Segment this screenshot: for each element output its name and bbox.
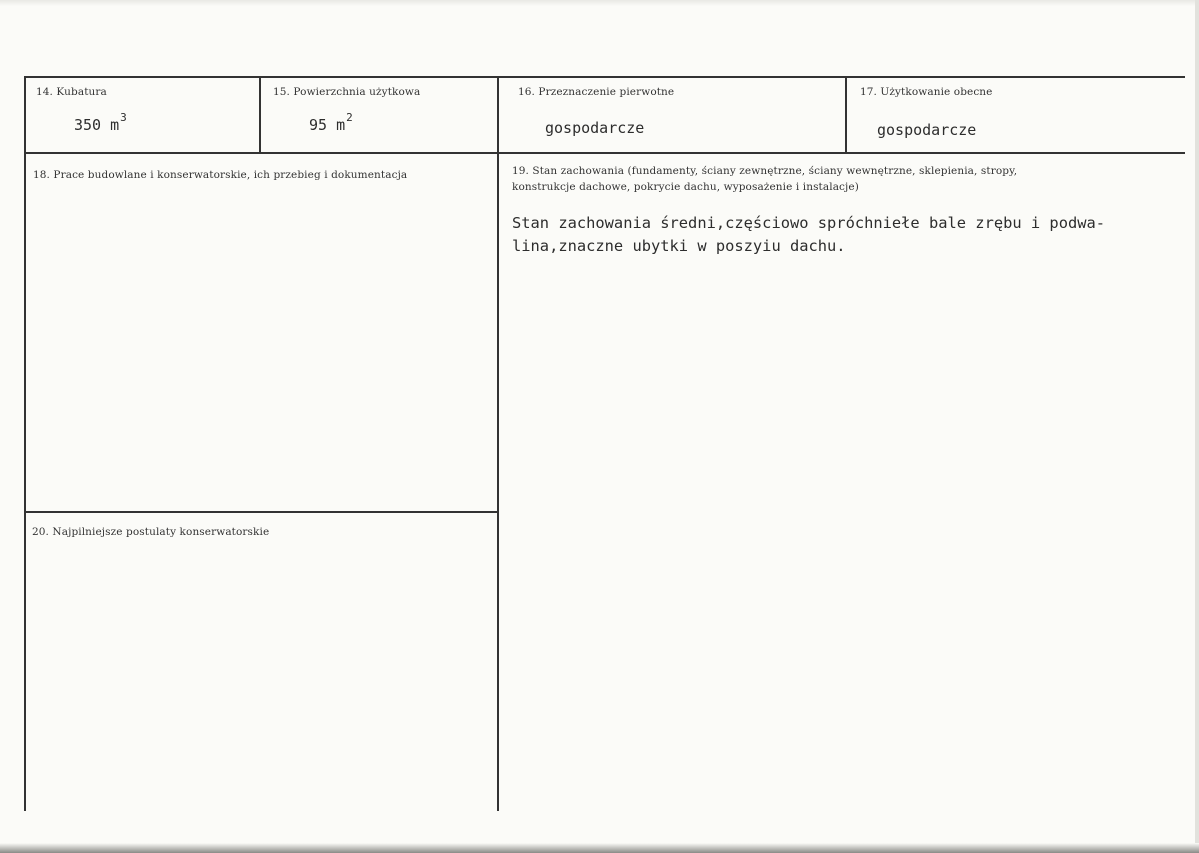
field-16-value: gospodarcze: [545, 119, 645, 137]
field-14-unit-exponent: 3: [120, 111, 127, 124]
field-19-label-line-2: konstrukcje dachowe, pokrycie dachu, wyposażenie i instalacje): [512, 181, 859, 193]
field-15-value: [309, 111, 353, 134]
paper-bottom-edge: [0, 843, 1199, 853]
field-16-label: 16. Przeznaczenie pierwotne: [518, 86, 675, 98]
field-14-value-text: 350 m: [74, 116, 120, 134]
field-15-unit-exponent: 2: [346, 111, 353, 124]
field-19-text: [512, 212, 1105, 258]
field-19-label: [512, 163, 1017, 195]
row-divider-rule: [24, 152, 1185, 154]
field-17-value: gospodarcze: [877, 121, 977, 139]
col-divider-2: [497, 76, 499, 811]
col-divider-1: [259, 76, 261, 153]
field-15-value-text: 95 m: [309, 116, 346, 134]
field-19-text-line-1: Stan zachowania średni,częściowo spróchniełe bale zrębu i podwa-: [512, 214, 1106, 232]
field-18-label: 18. Prace budowlane i konserwatorskie, ich przebieg i dokumentacja: [33, 169, 408, 181]
field-15-label: 15. Powierzchnia użytkowa: [273, 86, 421, 98]
field-14-label: 14. Kubatura: [36, 86, 107, 98]
field-19-text-line-2: lina,znaczne ubytki w poszyiu dachu.: [512, 237, 846, 255]
field-20-label: 20. Najpilniejsze postulaty konserwatorskie: [32, 526, 270, 538]
top-rule: [24, 76, 1185, 78]
paper-top-edge: [0, 0, 1199, 6]
field-17-label: 17. Użytkowanie obecne: [860, 86, 993, 98]
left-column-divider-rule: [24, 511, 497, 513]
left-border-rule: [24, 76, 26, 811]
field-19-label-line-1: 19. Stan zachowania (fundamenty, ściany zewnętrzne, ściany wewnętrzne, sklepienia, stropy,: [512, 165, 1018, 177]
col-divider-3: [845, 76, 847, 153]
field-14-value: [74, 111, 127, 134]
paper-right-edge: [1195, 0, 1199, 853]
